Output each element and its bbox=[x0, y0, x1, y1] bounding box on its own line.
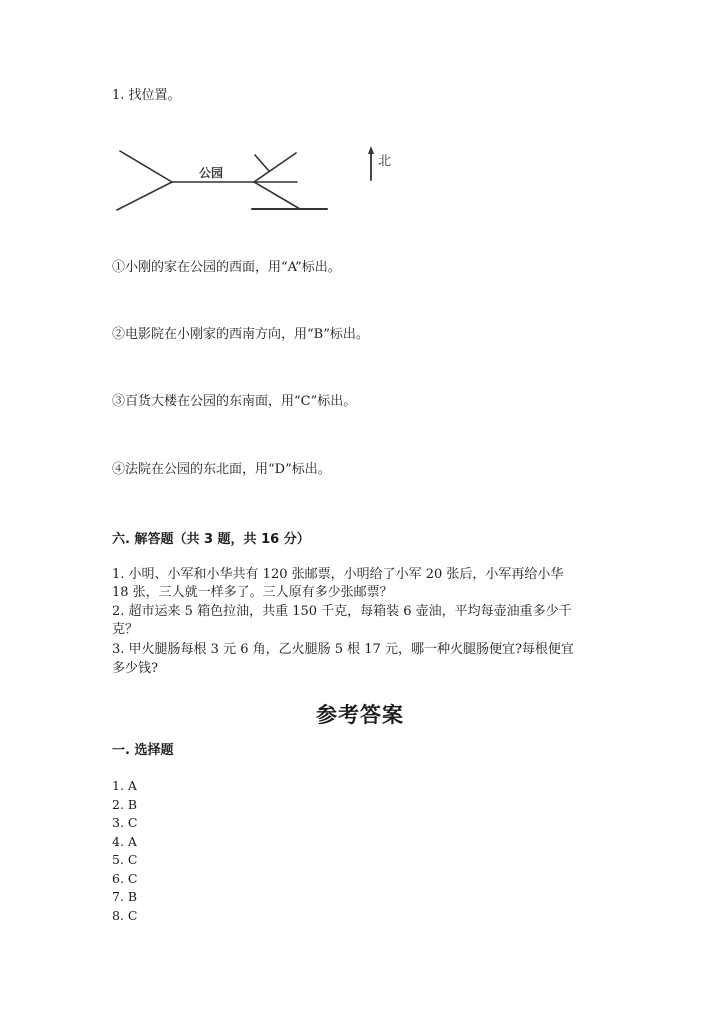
answer-item: 7. B bbox=[112, 889, 138, 904]
sub-item-1: ①小刚的家在公园的西面，用“A”标出。 bbox=[112, 260, 341, 275]
park-label: 公园 bbox=[199, 166, 224, 180]
sub-item-2: ②电影院在小刚家的西南方向，用“B”标出。 bbox=[112, 327, 369, 342]
problem-line: 3. 甲火腿肠每根 3 元 6 角，乙火腿肠 5 根 17 元，哪一种火腿肠便宜?每根便宜 bbox=[112, 642, 574, 657]
section-heading: 六. 解答题（共 3 题，共 16 分） bbox=[112, 532, 310, 547]
problem-line: 18 张，三人就一样多了。三人原有多少张邮票？ bbox=[112, 585, 393, 600]
problem-line: 1. 小明、小军和小华共有 120 张邮票，小明给了小军 20 张后，小军再给小华 bbox=[112, 567, 564, 582]
answer-item: 3. C bbox=[112, 815, 138, 830]
answer-item: 6. C bbox=[112, 871, 138, 886]
answer-key-title: 参考答案 bbox=[316, 703, 404, 727]
sub-item-3: ③百货大楼在公园的东南面，用“C”标出。 bbox=[112, 394, 357, 409]
answer-item: 4. A bbox=[112, 834, 137, 849]
road-southeast bbox=[254, 182, 300, 209]
sub-item-4: ④法院在公园的东北面，用“D”标出。 bbox=[112, 462, 331, 477]
problem-line: 多少钱? bbox=[112, 661, 158, 676]
answer-item: 8. C bbox=[112, 908, 138, 923]
park-location-diagram bbox=[0, 0, 720, 240]
road-northeast bbox=[254, 153, 296, 182]
answer-item: 1. A bbox=[112, 778, 137, 793]
answer-item: 5. C bbox=[112, 852, 138, 867]
answer-item: 2. B bbox=[112, 797, 138, 812]
problem-line: 2. 超市运来 5 箱色拉油，共重 150 千克，每箱装 6 壶油，平均每壶油重多少千 bbox=[112, 604, 572, 619]
road-northwest bbox=[120, 151, 172, 182]
road-southwest bbox=[117, 182, 172, 210]
north-label: 北 bbox=[378, 154, 392, 169]
answer-section-heading: 一. 选择题 bbox=[112, 743, 174, 758]
north-arrow-icon bbox=[368, 146, 374, 154]
question-title: 1. 找位置。 bbox=[112, 88, 181, 103]
road-branch-north bbox=[255, 155, 269, 171]
problem-line: 克？ bbox=[112, 622, 139, 637]
